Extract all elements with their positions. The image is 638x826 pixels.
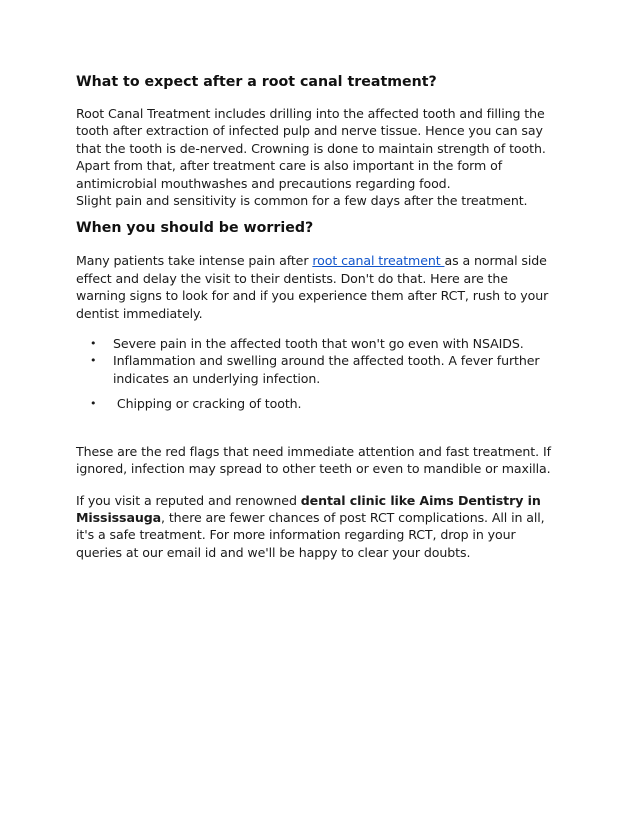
heading-when-worried: When you should be worried? [76,220,314,237]
paragraph-closing: If you visit a reputed and renowned dental clinic like Aims Dentistry in Mississauga, there are fewer chances of post RCT complications. All in all, it's a safe treatment. For more information regarding RCT, drop in your queries at our email id and we'll be happy to clear your doubts. [76,492,545,560]
list-item: • Inflammation and swelling around the affected tooth. A fever further indicates an underlying infection. [90,353,540,386]
list-item: • Severe pain in the affected tooth that won't go even with NSAIDS. [90,336,524,352]
warning-signs-list [76,335,566,413]
clinic-name-bold: dental clinic like Aims Dentistry in [300,492,541,508]
document-page [76,73,566,561]
paragraph-red-flags: These are the red flags that need immediate attention and fast treatment. If ignored, infection may spread to other teeth or even to mandible or maxilla. [76,443,551,477]
root-canal-treatment-link[interactable]: root canal treatment [312,253,445,269]
bullet-icon: • [90,397,97,411]
clinic-location-bold: Mississauga [76,509,162,525]
paragraph-many-patients: Many patients take intense pain after root canal treatment as a normal side effect and delay the visit to their dentists. Don't do that. Here are the warning signs to look for and if you experience them after RCT, rush to your dentist immediately. [76,253,549,321]
spacer [76,478,566,492]
bullet-icon: • [90,354,97,368]
heading-what-to-expect: What to expect after a root canal treatment? [76,74,437,90]
spacer [76,413,566,443]
paragraph-root-canal-intro: Root Canal Treatment includes drilling into the affected tooth and filling the tooth after extraction of infected pulp and nerve tissue. Hence you can say that the tooth is de-nerved. Crowning is done to maintain strength of tooth. Apart from that, after treatment care is also important in the form of antimicrobial mouthwashes and precautions regarding food. Slight pain and sensitivity is common for a few days after the treatment. [76,106,546,209]
list-item: • Chipping or cracking of tooth. [90,396,302,412]
bullet-icon: • [90,337,97,351]
